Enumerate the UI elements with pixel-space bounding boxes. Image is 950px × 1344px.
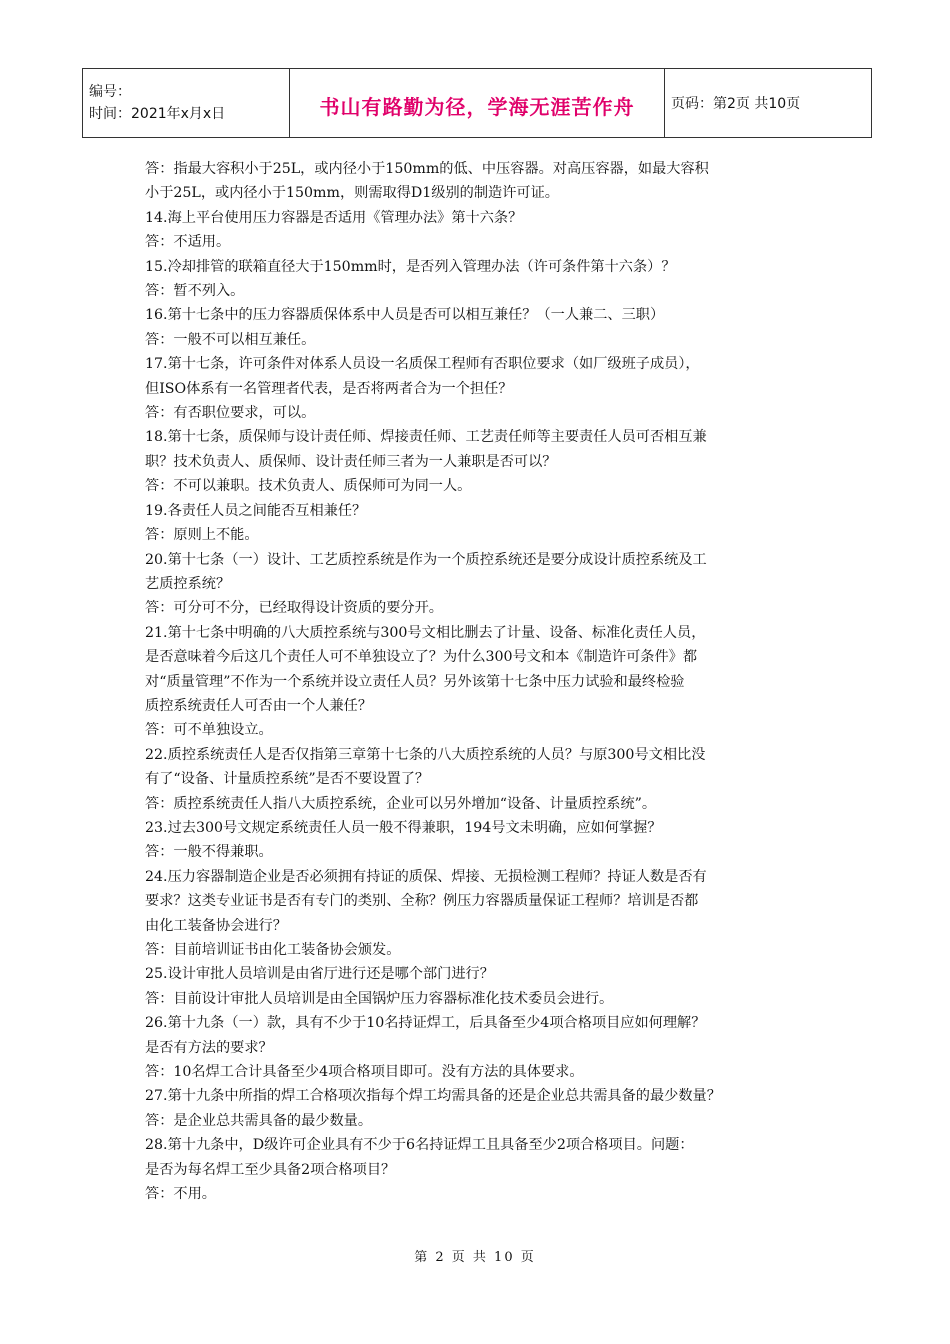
text-line: 24.压力容器制造企业是否必须拥有持证的质保、焊接、无损检测工程师？持证人数是否有 — [145, 868, 707, 885]
text-line: 答：10名焊工合计具备至少4项合格项目即可。没有方法的具体要求。 — [145, 1064, 584, 1081]
text-line: 有了“设备、计量质控系统”是否不要设置了？ — [145, 771, 430, 788]
text-line: 要求？这类专业证书是否有专门的类别、全称？例压力容器质量保证工程师？培训是否都 — [145, 893, 699, 910]
text-line: 答：指最大容积小于25L，或内径小于150mm的低、中压容器。对高压容器，如最大容积 — [145, 161, 709, 177]
document-number-label: 编号： — [89, 84, 131, 100]
text-line: 对“质量管理”不作为一个系统并设立责任人员？另外该第十七条中压力试验和最终检验 — [145, 673, 685, 690]
header-page-cell — [665, 69, 872, 138]
text-line: 答：质控系统责任人指八大质控系统，企业可以另外增加“设备、计量质控系统”。 — [145, 795, 657, 812]
page-footer: 第 2 页 共 10 页 — [414, 1250, 536, 1265]
text-line: 答：目前设计审批人员培训是由全国锅炉压力容器标准化技术委员会进行。 — [145, 990, 614, 1007]
text-line: 艺质控系统？ — [145, 575, 231, 592]
text-line: 28.第十九条中，D级许可企业具有不少于6名持证焊工且具备至少2项合格项目。问题： — [145, 1137, 694, 1154]
text-line: 答：是企业总共需具备的最少数量。 — [145, 1112, 373, 1129]
header-motto: 书山有路勤为径，学海无涯苦作舟 — [319, 94, 635, 119]
text-line: 答：暂不列入。 — [145, 283, 245, 300]
text-line: 答：不可以兼职。技术负责人、质保师可为同一人。 — [145, 478, 472, 495]
text-line: 25.设计审批人员培训是由省厅进行还是哪个部门进行？ — [145, 966, 494, 983]
text-line: 23.过去300号文规定系统责任人员一般不得兼职，194号文未明确，应如何掌握？ — [145, 819, 662, 836]
text-line: 答：原则上不能。 — [145, 527, 259, 544]
text-line: 27.第十九条中所指的焊工合格项次指每个焊工均需具备的还是企业总共需具备的最少数量？ — [145, 1088, 721, 1105]
text-line: 17.第十七条，许可条件对体系人员设一名质保工程师有否职位要求（如厂级班子成员）， — [145, 356, 700, 373]
header-motto-cell — [290, 69, 665, 138]
text-line: 19.各责任人员之间能否互相兼任？ — [145, 502, 367, 519]
text-line: 是否意味着今后这几个责任人可不单独设立了？为什么300号文和本《制造许可条件》都 — [145, 649, 698, 666]
text-line: 20.第十七条（一）设计、工艺质控系统是作为一个质控系统还是要分成设计质控系统及工 — [145, 551, 707, 568]
text-line: 21.第十七条中明确的八大质控系统与300号文相比删去了计量、设备、标准化责任人员， — [145, 624, 706, 641]
text-line: 26.第十九条（一）款，具有不少于10名持证焊工，后具备至少4项合格项目应如何理解？ — [145, 1015, 706, 1032]
text-line: 18.第十七条，质保师与设计责任师、焊接责任师、工艺责任师等主要责任人员可否相互兼 — [145, 429, 707, 446]
text-line: 答：不用。 — [145, 1186, 216, 1203]
header-page-label: 页码：第2页 共10页 — [671, 96, 801, 112]
text-line: 22.质控系统责任人是否仅指第三章第十七条的八大质控系统的人员？与原300号文相比没 — [145, 746, 706, 763]
text-line: 是否有方法的要求？ — [145, 1039, 273, 1056]
text-line: 质控系统责任人可否由一个人兼任？ — [145, 697, 373, 714]
text-line: 答：一般不得兼职。 — [145, 844, 273, 861]
text-line: 答：有否职位要求，可以。 — [145, 405, 316, 422]
document-body — [145, 157, 820, 1206]
text-line: 15.冷却排管的联箱直径大于150mm时，是否列入管理办法（许可条件第十六条）？ — [145, 258, 676, 275]
text-line: 但ISO体系有一名管理者代表，是否将两者合为一个担任？ — [145, 380, 513, 397]
document-time-label: 时间：2021年x月x日 — [89, 106, 226, 122]
text-line: 是否为每名焊工至少具备2项合格项目？ — [145, 1161, 396, 1178]
text-line: 由化工装备协会进行？ — [145, 917, 287, 934]
text-line: 答：不适用。 — [145, 234, 231, 251]
text-line: 答：可分可不分，已经取得设计资质的要分开。 — [145, 600, 443, 617]
text-line: 答：可不单独设立。 — [145, 722, 273, 739]
text-line: 14.海上平台使用压力容器是否适用《管理办法》第十六条？ — [145, 209, 523, 226]
text-line: 答：一般不可以相互兼任。 — [145, 331, 316, 348]
header-table — [82, 68, 872, 138]
text-line: 16.第十七条中的压力容器质保体系中人员是否可以相互兼任？（一人兼二、三职） — [145, 307, 665, 324]
header-meta — [83, 69, 290, 138]
text-line: 职？技术负责人、质保师、设计责任师三者为一人兼职是否可以？ — [145, 453, 557, 470]
text-line: 小于25L，或内径小于150mm，则需取得D1级别的制造许可证。 — [145, 185, 559, 202]
text-line: 答：目前培训证书由化工装备协会颁发。 — [145, 942, 401, 958]
